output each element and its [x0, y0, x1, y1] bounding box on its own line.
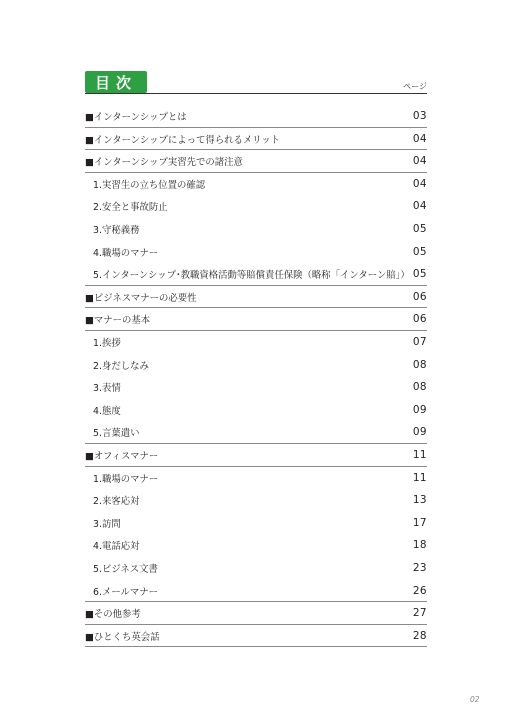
- toc-entry-page: 18: [412, 539, 427, 552]
- toc-entry-page: 05: [412, 245, 427, 258]
- toc-entry-page: 03: [412, 110, 427, 122]
- toc-entry-label: ■ビジネスマナーの必要性: [85, 292, 197, 304]
- toc-entry-page: 05: [412, 223, 427, 235]
- toc-entry-page: 28: [412, 629, 427, 642]
- toc-entry-page: 07: [412, 336, 427, 348]
- toc-entry-page: 04: [412, 200, 427, 213]
- toc-entry-page: 11: [412, 471, 427, 484]
- toc-entry-label: ■インターンシップによって得られるメリット: [85, 134, 280, 146]
- toc-entry-page: 08: [412, 381, 427, 394]
- toc-subsection-entry[interactable]: [85, 557, 427, 579]
- toc-subsection-entry[interactable]: [85, 580, 427, 602]
- toc-subsection-entry[interactable]: [85, 376, 427, 398]
- toc-entry-label: ■マナーの基本: [85, 315, 151, 327]
- toc-subsection-entry[interactable]: [85, 421, 427, 443]
- toc-entry-label: 4.電話応対: [93, 541, 140, 553]
- toc-section-entry[interactable]: [85, 286, 427, 308]
- page-number: 02: [470, 695, 480, 704]
- toc-entry-label: ■インターンシップとは: [85, 112, 187, 123]
- toc-divider: [85, 646, 427, 647]
- toc-entry-label: 5.言葉遣い: [93, 428, 140, 440]
- toc-entry-page: 09: [412, 403, 427, 416]
- toc-subsection-entry[interactable]: [85, 218, 427, 240]
- toc-subsection-entry[interactable]: [85, 195, 427, 217]
- toc-entry-page: 05: [412, 268, 427, 281]
- toc-entry-page: 17: [412, 516, 427, 529]
- toc-section-entry[interactable]: [85, 625, 427, 647]
- toc-entry-label: 2.安全と事故防止: [93, 202, 168, 214]
- toc-subsection-entry[interactable]: [85, 241, 427, 263]
- toc-subsection-entry[interactable]: [85, 399, 427, 421]
- toc-entry-label: ■その他参考: [85, 609, 141, 621]
- toc-entry-label: 1.挨拶: [93, 338, 121, 349]
- toc-entry-page: 23: [412, 562, 427, 574]
- toc-entry-label: ■ひとくち英会話: [85, 631, 160, 643]
- toc-entry-page: 11: [412, 449, 427, 461]
- toc-entry-label: 4.職場のマナー: [93, 247, 159, 259]
- toc-entry-page: 13: [412, 494, 427, 507]
- toc-entry-page: 04: [412, 155, 427, 168]
- toc-subsection-entry[interactable]: [85, 354, 427, 376]
- toc-entry-label: 2.身だしなみ: [93, 360, 149, 372]
- toc-entry-label: 3.守秘義務: [93, 225, 140, 236]
- toc-entry-label: 3.訪問: [93, 518, 121, 530]
- page-title: 目次: [85, 71, 147, 93]
- toc-entry-label: 2.来客応対: [93, 496, 140, 508]
- toc-entry-label: 1.実習生の立ち位置の確認: [93, 179, 206, 191]
- toc-subsection-entry[interactable]: [85, 512, 427, 534]
- toc-entry-label: 5.ビジネス文書: [93, 564, 158, 575]
- toc-subsection-entry[interactable]: [85, 173, 427, 195]
- page-column-label: ページ: [403, 82, 427, 91]
- toc-entry-label: 1.職場のマナー: [93, 473, 159, 485]
- toc-entry-label: 5.インターンシップ･教職資格活動等賠償責任保険（略称「インターン賠」）: [93, 270, 410, 282]
- toc-section-entry[interactable]: [85, 150, 427, 172]
- toc-entry-label: 6.メールマナー: [93, 586, 159, 598]
- toc-entry-label: 4.態度: [93, 405, 121, 417]
- toc-entry-label: ■インターンシップ実習先での諸注意: [85, 157, 243, 169]
- toc-entry-page: 06: [412, 290, 427, 303]
- toc-subsection-entry[interactable]: [85, 489, 427, 511]
- toc-entry-label: 3.表情: [93, 383, 121, 395]
- toc-entry-page: 09: [412, 426, 427, 439]
- toc-section-entry[interactable]: [85, 444, 427, 466]
- toc-entry-page: 26: [412, 584, 427, 597]
- toc-subsection-entry[interactable]: [85, 467, 427, 489]
- toc-section-entry[interactable]: [85, 602, 427, 624]
- toc-subsection-entry[interactable]: [85, 534, 427, 556]
- toc-entry-page: 04: [412, 132, 427, 145]
- toc-entry-label: ■オフィスマナー: [85, 451, 159, 462]
- header-divider: [85, 93, 427, 94]
- toc-entry-page: 08: [412, 358, 427, 371]
- toc-section-entry[interactable]: [85, 308, 427, 330]
- toc-subsection-entry[interactable]: [85, 331, 427, 353]
- toc-entry-page: 27: [412, 607, 427, 620]
- toc-section-entry[interactable]: [85, 105, 427, 127]
- toc-section-entry[interactable]: [85, 128, 427, 150]
- toc-subsection-entry[interactable]: [85, 263, 427, 285]
- toc-entry-page: 06: [412, 313, 427, 326]
- toc-entry-page: 04: [412, 177, 427, 190]
